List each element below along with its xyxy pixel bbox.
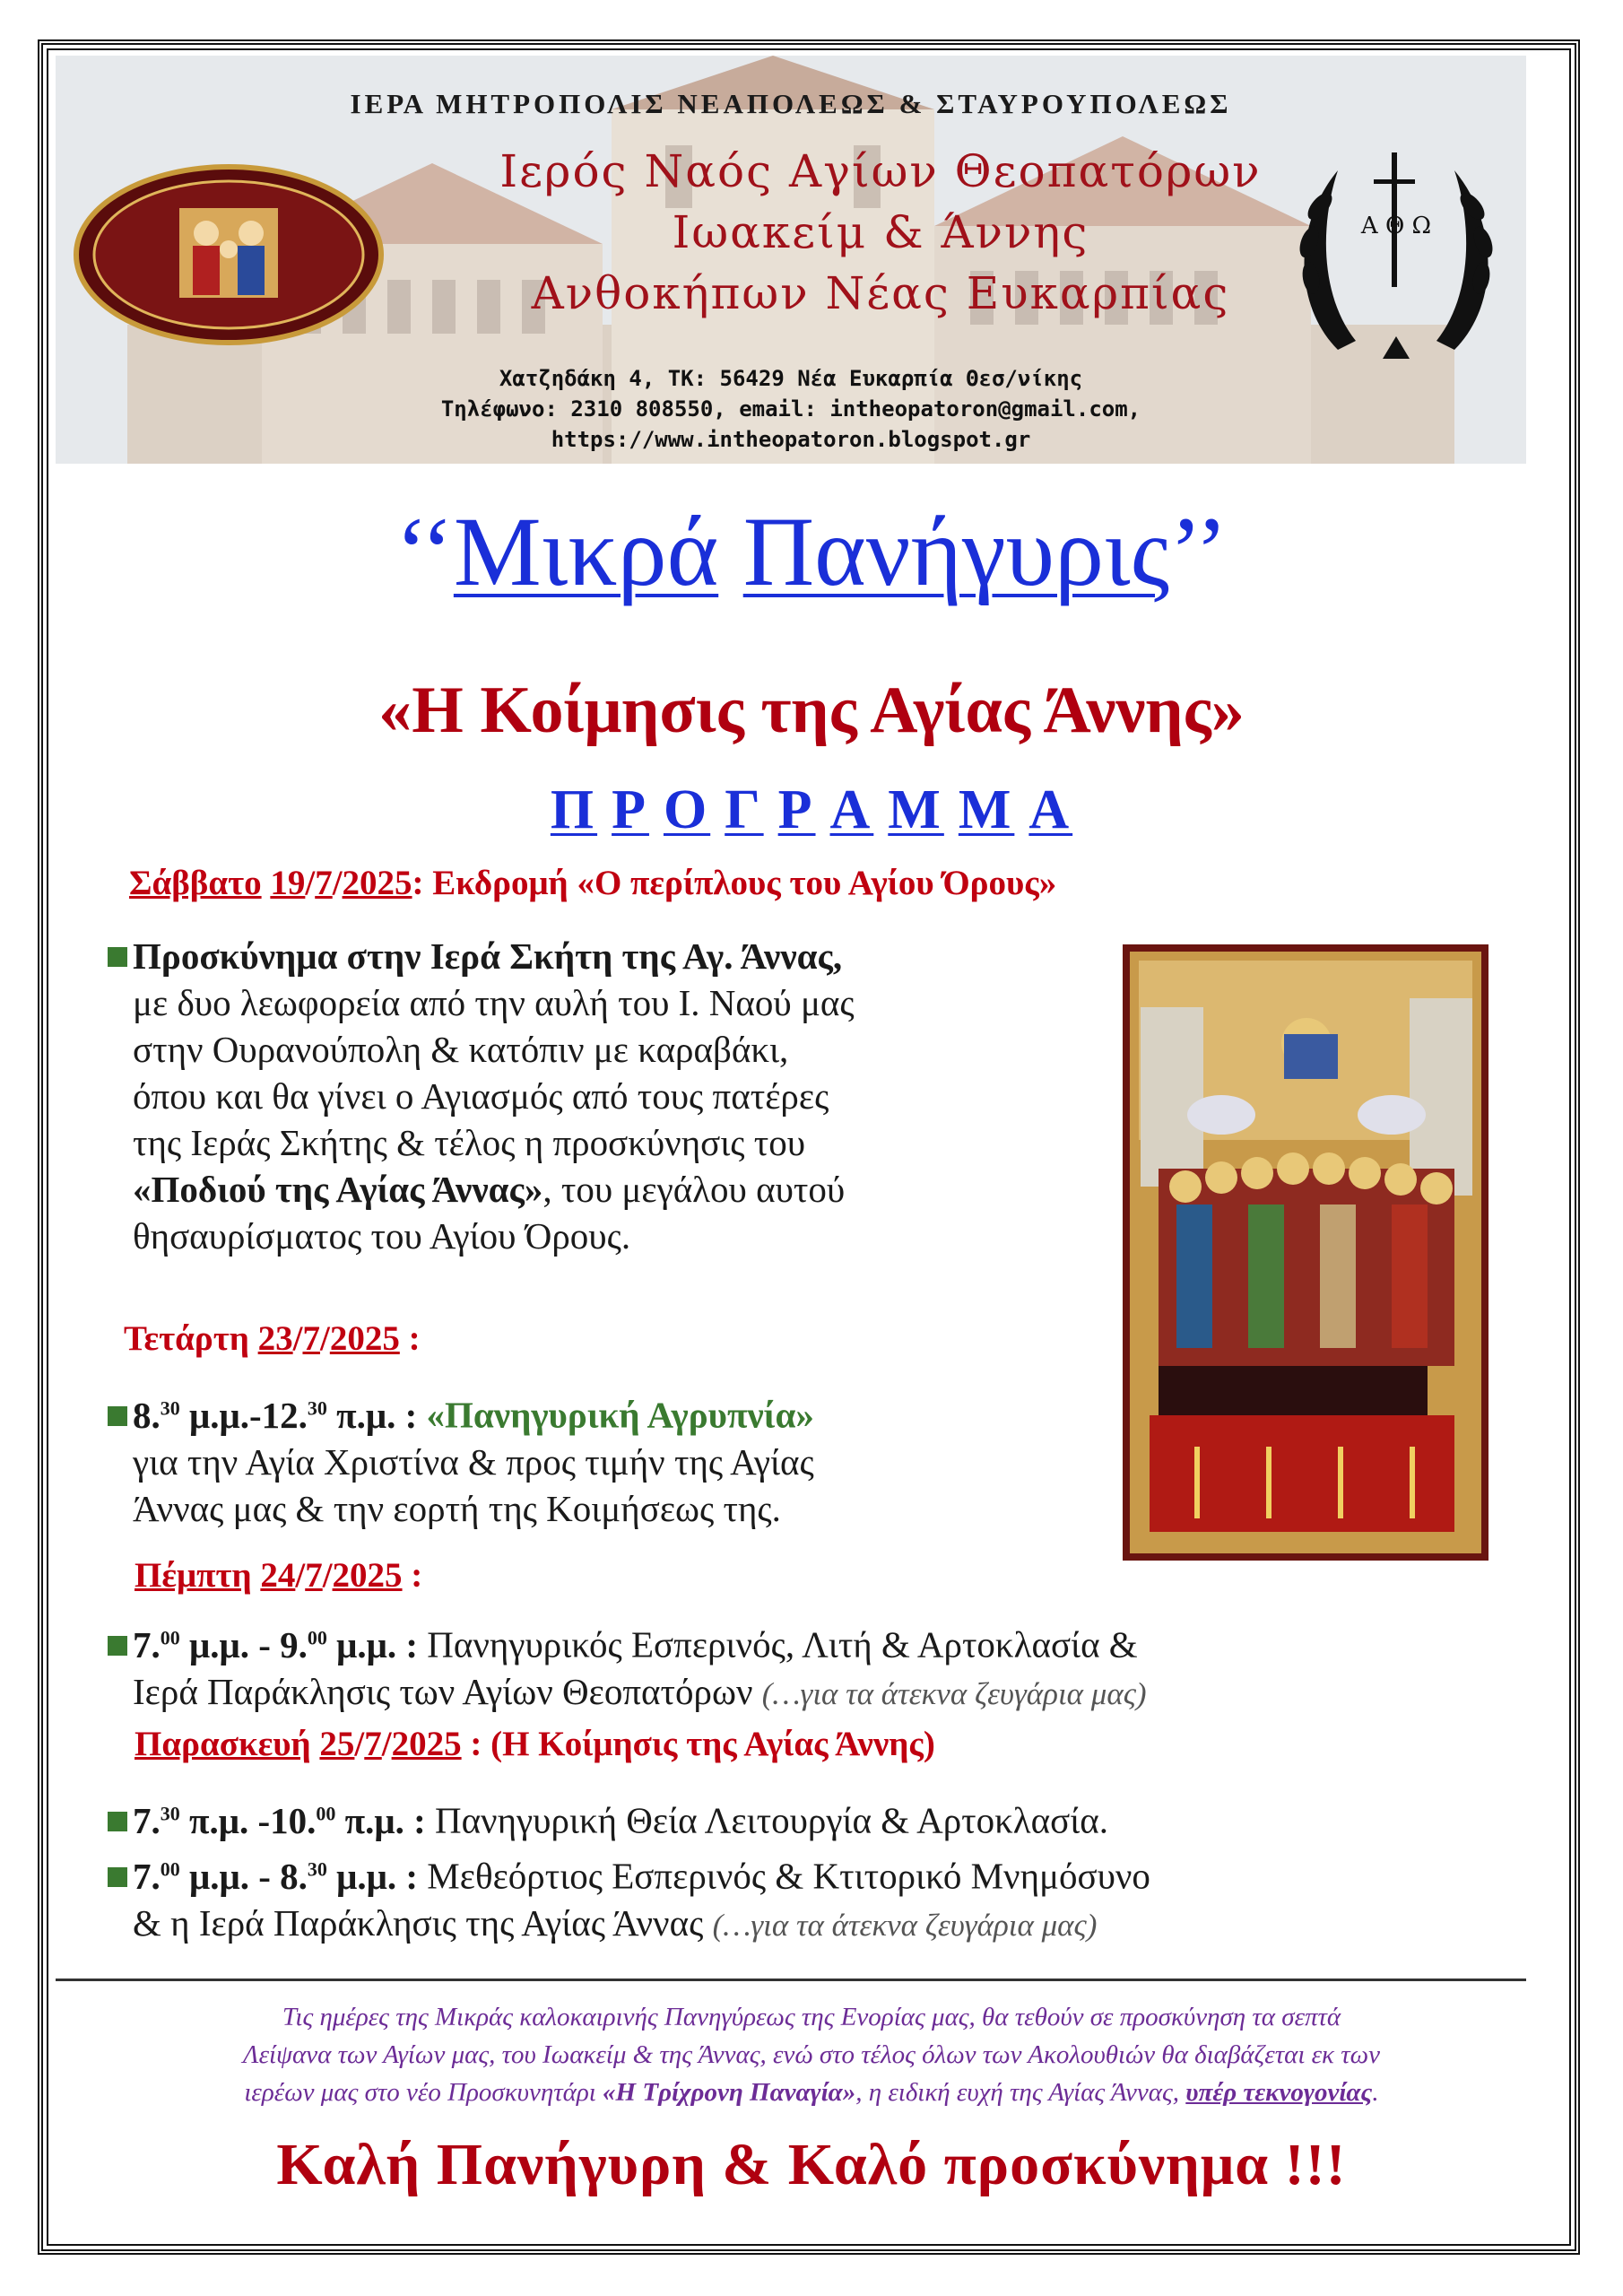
day-heading-thursday: Πέμπτη 24/7/2025 :	[135, 1556, 423, 1595]
wreath-cross-icon	[1284, 144, 1508, 372]
header-contact: Τηλέφωνο: 2310 808550, email: intheopatoron@gmail.com,	[440, 396, 1141, 422]
item-liturgy: 7.30 π.μ. -10.00 π.μ. : Πανηγυρική Θεία Λειτουργία & Αρτοκλασία.	[108, 1790, 1108, 1844]
item-vespers: 7.00 μ.μ. - 9.00 μ.μ. : Πανηγυρικός Εσπερινός, Λιτή & Αρτοκλασία & Ιερά Παράκλησις των Αγίων Θεοπατόρων (…για τα άτεκνα ζευγάρια μας)	[108, 1614, 1147, 1718]
icon-seal	[72, 163, 386, 347]
item-vigil: 8.30 μ.μ.-12.30 π.μ. : «Πανηγυρική Αγρυπνία» για την Αγία Χριστίνα & προς τιμήν της Αγίας Άννας μας & την εορτή της Κοιμήσεως της.	[108, 1385, 814, 1532]
title-word-2: Πανήγυρις	[742, 497, 1170, 606]
temple-name-line2: Ιωακείμ & Άννης	[672, 206, 1089, 258]
svg-text:Α Θ Ω: Α Θ Ω	[1360, 213, 1432, 239]
square-bullet-icon	[108, 1867, 127, 1887]
square-bullet-icon	[108, 1406, 127, 1426]
temple-name-line1: Ιερός Ναός Αγίων Θεοπατόρων	[499, 145, 1262, 197]
header-address: Χατζηδάκη 4, ΤΚ: 56429 Νέα Ευκαρπία Θεσ/νίκης	[499, 366, 1083, 391]
day-heading-friday: Παρασκευή 25/7/2025 : (Η Κοίμησις της Αγίας Άννης)	[135, 1725, 935, 1763]
subtitle: «Η Κοίμησις της Αγίας Άννης»	[378, 674, 1245, 747]
header-banner	[56, 56, 1526, 464]
temple-name-line3: Ανθοκήπων Νέας Ευκαρπίας	[531, 267, 1230, 319]
item-memorial: 7.00 μ.μ. - 8.30 μ.μ. : Μεθεόρτιος Εσπερινός & Κτιτορικό Μνημόσυνο & η Ιερά Παράκλησις της Αγίας Άννας (…για τα άτεκνα ζευγάρια μας)	[108, 1846, 1150, 1949]
divider	[56, 1979, 1526, 1981]
footer-note: Τις ημέρες της Μικράς καλοκαιρινής Πανηγύρεως της Ενορίας μας, θα τεθούν σε προσκύνηση τα σεπτά Λείψανα των Αγίων μας, του Ιωακείμ & της Άννας, ενώ στο τέλος όλων των Ακολουθιών θα διαβάζεται εκ των ιερέων μας στο νέο Προσκυνητάρι «Η Τρίχρονη Παναγία», η ειδική ευχή της Αγίας Άννας, υπέρ τεκνογονίας.	[243, 2003, 1380, 2107]
square-bullet-icon	[108, 947, 127, 967]
day-heading-wednesday: Τετάρτη 23/7/2025 :	[124, 1319, 421, 1358]
metropolis-title: ΙΕΡΑ ΜΗΤΡΟΠΟΛΙΣ ΝΕΑΠΟΛΕΩΣ & ΣΤΑΥΡΟΥΠΟΛΕΩΣ	[350, 88, 1232, 119]
square-bullet-icon	[108, 1636, 127, 1656]
item-pilgrimage: Προσκύνημα στην Ιερά Σκήτη της Αγ. Άννας, με δυο λεωφορεία από την αυλή του Ι. Ναού μας στην Ουρανούπολη & κατόπιν με καραβάκι, όπου και θα γίνει ο Αγιασμός από τους πατέρες της Ιεράς Σκήτης & τέλος η προσκύνησις του «Ποδιού της Αγίας Άννας», του μεγάλου αυτού θησαυρίσματος του Αγίου Όρους.	[108, 933, 855, 1259]
main-title: ‘‘Μικρά Πανήγυρις’’	[395, 497, 1228, 606]
header-website[interactable]: https://www.intheopatoron.blogspot.gr	[551, 427, 1031, 452]
title-word-1: Μικρά	[453, 497, 719, 606]
dormition-icon-painting	[1123, 944, 1488, 1561]
square-bullet-icon	[108, 1812, 127, 1831]
closing-greeting: Καλή Πανήγυρη & Καλό προσκύνημα !!!	[276, 2132, 1347, 2197]
day-heading-saturday: Σάββατο 19/7/2025: Εκδρομή «Ο περίπλους του Αγίου Όρους»	[129, 864, 1057, 902]
programma-heading: Π Ρ Ο Γ Ρ Α Μ Μ Α	[550, 779, 1073, 840]
